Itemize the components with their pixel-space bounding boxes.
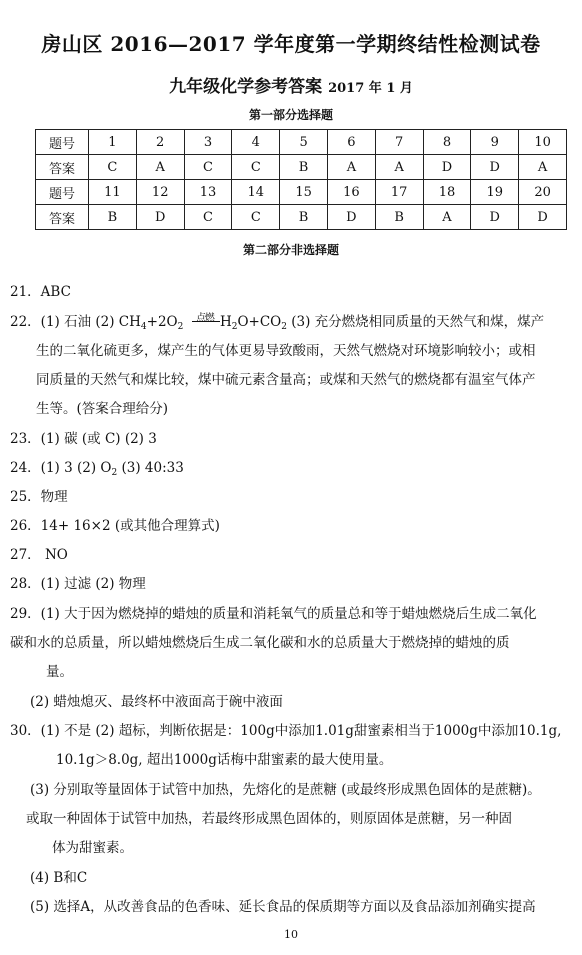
answer-22-line3: 同质量的天然气和煤比较，煤中硫元素含量高；或煤和天然气的燃烧都有温室气体产 [36,372,536,388]
answer-30-line4: 或取一种固体于试管中加热，若最终形成黑色固体的，则原固体是蔗糖，另一种固 [26,811,512,827]
row-label-question: 题号 [36,130,89,155]
answer-row [36,205,567,230]
answer-24 [10,456,184,476]
row-label-question: 题号 [36,180,89,205]
question-number-cell: 13 [184,180,232,205]
row-label-answer: 答案 [36,155,89,180]
question-number-cell: 5 [280,130,328,155]
answer-30-line5: 体为甜蜜素。 [52,840,133,856]
q22-part-a: 22．(1) 石油 (2) CH [10,314,141,330]
answer-letter-cell: C [232,205,280,230]
q22-sub-4: 4 [140,322,147,332]
answer-23: 23．(1) 碳 (或 C) (2) 3 [10,431,157,447]
answer-letter-cell: D [136,205,184,230]
answer-row [36,155,567,180]
answer-letter-cell: A [375,155,423,180]
answer-letter-cell: A [327,155,375,180]
answer-22-line1 [10,310,544,330]
question-number-cell: 15 [280,180,328,205]
question-number-cell: 17 [375,180,423,205]
reaction-condition: 点燃 [195,313,214,324]
subtitle-date: 2017 年 1 月 [328,81,413,96]
q24-part-a: 24．(1) 3 (2) O [10,460,112,476]
subtitle-text: 九年级化学参考答案 [169,77,323,97]
answer-27: 27． NO [10,547,68,563]
answer-30-line2: 10.1g＞8.0g, 超出1000g话梅中甜蜜素的最大使用量。 [56,752,393,768]
page-number: 10 [284,928,298,941]
answer-29-line4: (2) 蜡烛熄灭、最终杯中液面高于碗中液面 [30,694,283,710]
question-number-cell: 18 [423,180,471,205]
q22-sub-2c: 2 [281,322,287,332]
question-row [36,130,567,155]
part2-heading: 第二部分非选择题 [242,243,339,257]
question-number-cell: 10 [519,130,567,155]
answer-letter-cell: D [327,205,375,230]
answer-letter-cell: C [89,155,137,180]
answer-letter-cell: C [184,155,232,180]
answer-30-line1: 30．(1) 不是 (2) 超标，判断依据是：100g中添加1.01g甜蜜素相当于1000g中添加10.1g, [10,723,562,739]
q22-part-e: (3) 充分燃烧相同质量的天然气和煤，煤产 [286,314,545,330]
question-number-cell: 14 [232,180,280,205]
answer-letter-cell: B [280,205,328,230]
answer-30-line7: (5) 选择A，从改善食品的色香味、延长食品的保质期等方面以及食品添加剂确实提高 [30,899,536,915]
answer-29-line2: 碳和水的总质量，所以蜡烛燃烧后生成二氧化碳和水的总质量大于燃烧掉的蜡烛的质 [10,635,510,651]
answer-letter-cell: B [280,155,328,180]
question-number-cell: 8 [423,130,471,155]
answer-letter-cell: C [184,205,232,230]
question-number-cell: 19 [471,180,519,205]
question-number-cell: 11 [89,180,137,205]
answer-letter-cell: D [471,205,519,230]
q22-part-c: H [219,314,232,330]
q22-sub-2b: 2 [231,322,238,332]
question-number-cell: 12 [136,180,184,205]
q22-sub-2a: 2 [177,322,184,332]
answer-25: 25．物理 [10,489,68,505]
part1-heading: 第一部分选择题 [248,108,333,122]
answer-letter-cell: B [375,205,423,230]
question-number-cell: 4 [232,130,280,155]
answer-letter-cell: B [89,205,137,230]
answer-table [35,129,567,230]
answer-letter-cell: A [136,155,184,180]
q24-sub-2: 2 [111,468,118,478]
q22-part-b: +2O [146,314,178,330]
document-title: 房山区 2016—2017 学年度第一学期终结性检测试卷 [41,32,541,56]
question-number-cell: 1 [89,130,137,155]
question-row [36,180,567,205]
question-number-cell: 3 [184,130,232,155]
question-number-cell: 2 [136,130,184,155]
q24-part-b: (3) 40:33 [117,460,184,476]
answer-22-line4: 生等。(答案合理给分) [36,401,169,417]
document-subtitle [0,72,582,97]
question-number-cell: 16 [327,180,375,205]
answer-letter-cell: D [423,155,471,180]
answer-21: 21．ABC [10,284,71,300]
reaction-arrow [192,313,220,324]
row-label-answer: 答案 [36,205,89,230]
answer-letter-cell: C [232,155,280,180]
answer-30-line6: (4) B和C [30,870,88,886]
answer-letter-cell: D [471,155,519,180]
answer-22-line2: 生的二氧化硫更多，煤产生的气体更易导致酸雨，天然气燃烧对环境影响较小；或相 [36,343,536,359]
answer-letter-cell: D [519,205,567,230]
answer-26: 26．14+ 16×2 (或其他合理算式) [10,518,220,534]
answer-29-line1: 29．(1) 大于因为燃烧掉的蜡烛的质量和消耗氧气的质量总和等于蜡烛燃烧后生成二氧化 [10,606,537,622]
answer-letter-cell: A [519,155,567,180]
answer-30-line3: (3) 分别取等量固体于试管中加热，先熔化的是蔗糖 (或最终形成黑色固体的是蔗糖)。 [30,782,541,798]
q22-part-d: O+CO [237,314,282,330]
answer-letter-cell: A [423,205,471,230]
question-number-cell: 7 [375,130,423,155]
question-number-cell: 6 [327,130,375,155]
answer-29-line3: 量。 [46,664,73,680]
question-number-cell: 9 [471,130,519,155]
answer-28: 28．(1) 过滤 (2) 物理 [10,576,146,592]
question-number-cell: 20 [519,180,567,205]
